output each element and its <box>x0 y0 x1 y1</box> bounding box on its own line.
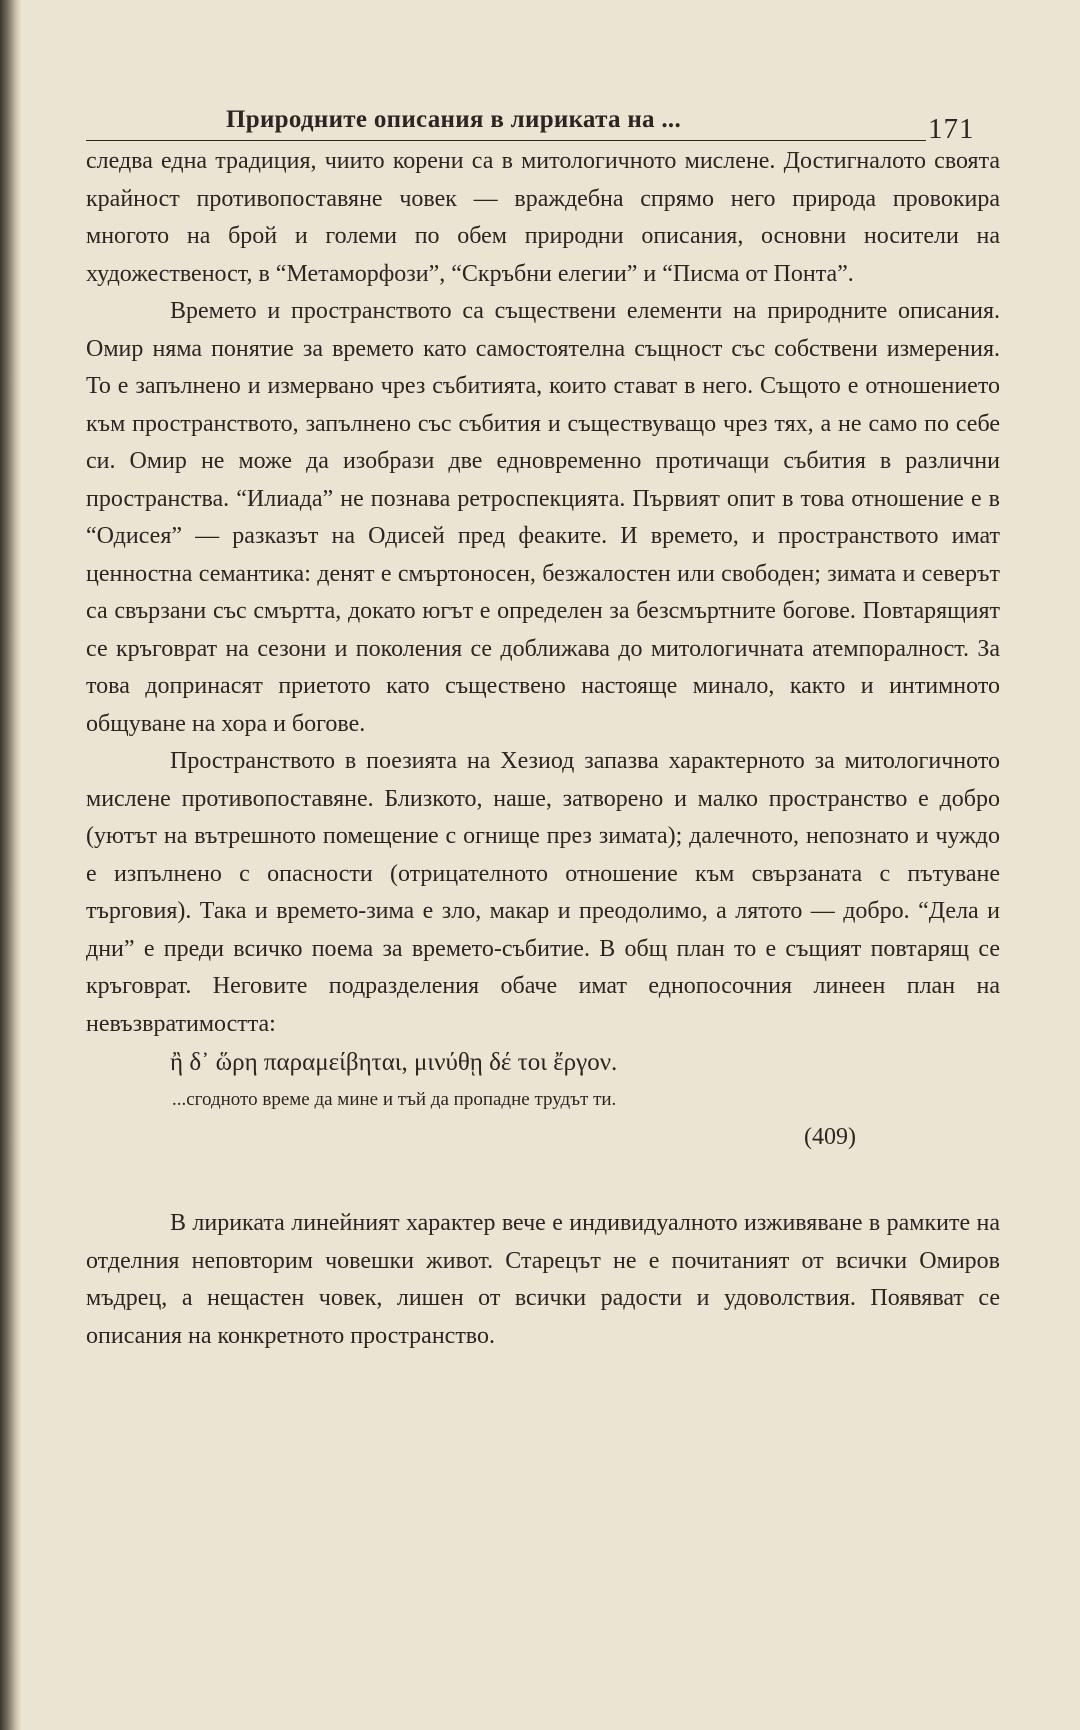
body-text <box>86 143 1000 1355</box>
running-header <box>86 96 975 145</box>
running-title: Природните описания в лириката на ... <box>226 106 682 133</box>
paragraph-lyric-linear: В лириката линейният характер вече е индивидуалното изживяване в рамките на отделния неповторим човешки живот. Старецът не е почитаният от всички Омиров мъдрец, а нещастен човек, лишен от всички радости и удоволствия. Появяват се описания на конкретното пространство. <box>86 1210 1000 1349</box>
quote-translation: ...сгодното време да мине и тъй да пропадне трудът ти. <box>172 1089 617 1110</box>
section-gap <box>86 1157 1000 1205</box>
book-page <box>86 96 1000 1355</box>
page-number: 171 <box>928 113 975 145</box>
quote-greek-verse: ἢ δ᾽ ὥρη παραμείβηται, μινύθῃ δέ τοι ἔργον. <box>170 1049 618 1076</box>
paragraph-hesiod-space: Пространството в поезията на Хезиод запазва характерното за митологичното мислене противопоставяне. Близкото, наше, затворено и малко пространство е добро (уютът на вътрешното помещение с огнище през зимата); далечното, непознато и чуждо е изпълнено с опасности (отрицателното отношение към свързаната с пътуване търговия). Така и времето-зима е зло, макар и преодолимо, а лятото — добро. “Дела и дни” е преди всичко поема за времето-събитие. В общ план то е същият повтарящ се кръговрат. Неговите подразделения обаче имат еднопосочния линеен план на невъзвратимостта: <box>86 748 1000 1037</box>
paragraph-time-space: Времето и пространството са съществени елементи на природните описания. Омир няма понятие за времето като самостоятелна същност със собствени измерения. То е запълнено и измервано чрез събитията, които стават в него. Същото е отношението към пространството, запълнено със събития и съществуващо чрез тях, а не само по себе си. Омир не може да изобрази две едновременно протичащи събития в различни пространства. “Илиада” не познава ретроспекцията. Първият опит в това отношение е в “Одисея” — разказът на Одисей пред феаките. И времето, и пространството имат ценностна семантика: денят е смъртоносен, безжалостен или свободен; зимата и северът са свързани със смъртта, докато югът е определен за безсмъртните богове. Повтарящият се кръговрат на сезони и поколения се доближава до митологичната атемпоралност. За това допринасят приетото като съществено настояще минало, както и интимното общуване на хора и богове. <box>86 298 1000 737</box>
paragraph-continuation: следва една традиция, чиито корени са в митологичното мислене. Достигналото своята крайност противопоставяне човек — враждебна спрямо него природа провокира многото на брой и големи по обем природни описания, основни носители на художественост, в “Метаморфози”, “Скръбни елегии” и “Писма от Понта”. <box>86 148 1000 287</box>
quote-verse-reference: (409) <box>804 1124 856 1150</box>
book-spine-shadow <box>0 0 22 1730</box>
